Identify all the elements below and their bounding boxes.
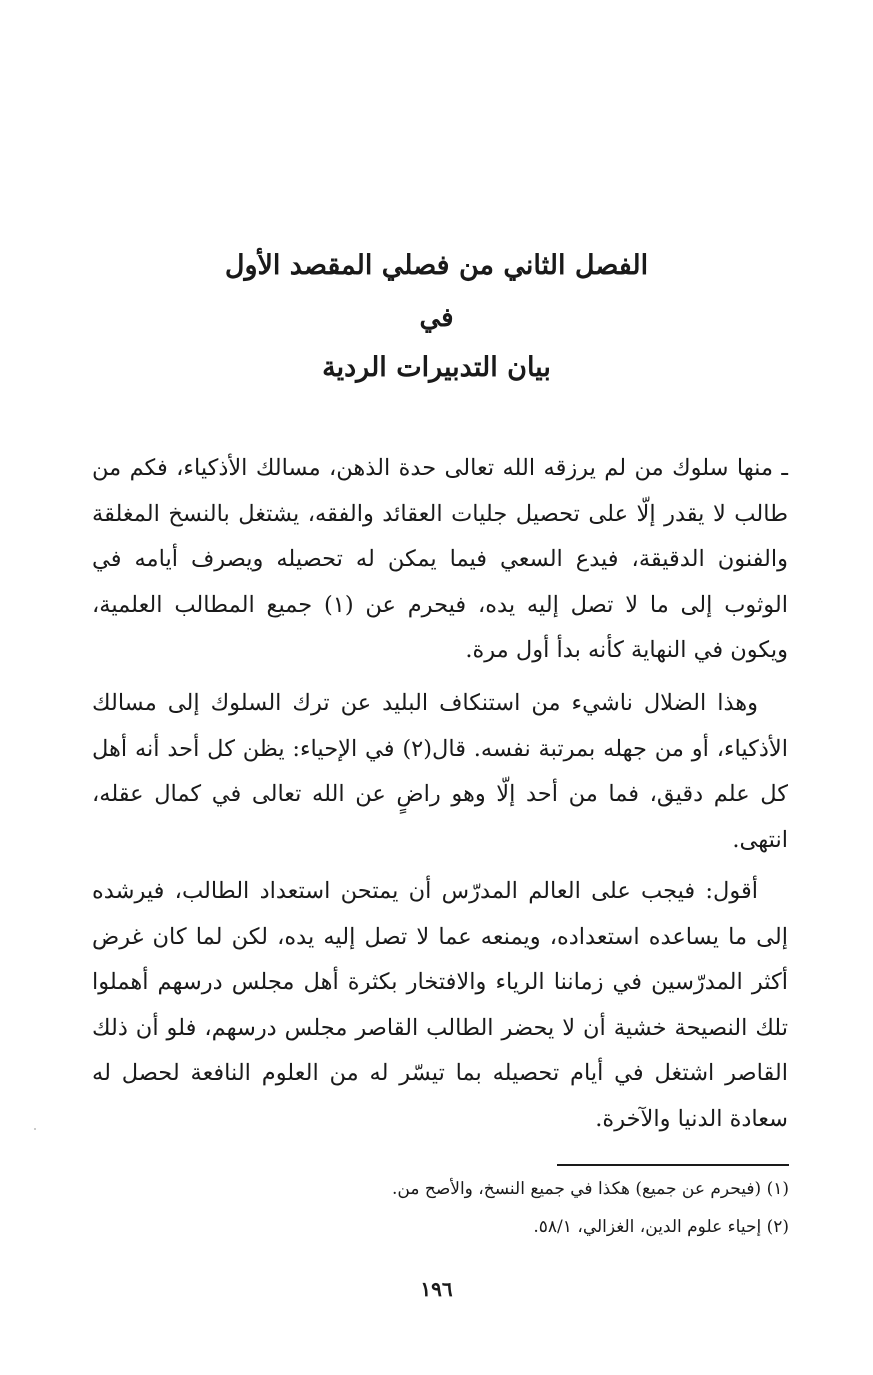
footnote: (٢) إحياء علوم الدين، الغزالي، ٥٨/١. [533, 1217, 789, 1237]
body-paragraph [92, 446, 788, 674]
footnote: (١) (فيحرم عن جميع) هكذا في جميع النسخ، والأصح من. [391, 1179, 789, 1199]
paragraph-text: أقول: فيجب على العالم المدرّس أن يمتحن استعداد الطالب، فيرشده إلى ما يساعده استعداده، ويمنعه عما لا تصل إليه يده، لكن لما كان غرض أكثر المدرّسين في زماننا الرياء والافتخار بكثرة أهل مجلس درسهم أهملوا تلك النصيحة خشية أن لا يحضر الطالب القاصر مجلس درسهم، فلو أن ذلك القاصر اشتغل في أيام تحصيله بما تيسّر له من العلوم النافعة لحصل له سعادة الدنيا والآخرة. [92, 878, 788, 1132]
paragraph-text: وهذا الضلال ناشيء من استنكاف البليد عن ترك السلوك إلى مسالك الأذكياء، أو من جهله بمرتبة نفسه. قال(٢) في الإحياء: يظن كل أحد أنه أهل كل علم دقيق، فما من أحد إلّا وهو راضٍ عن الله تعالى في كمال عقله، انتهى. [92, 690, 788, 853]
chapter-subtitle: بيان التدبيرات الردية [322, 352, 551, 383]
scan-speck [34, 1128, 36, 1130]
body-paragraph [92, 681, 788, 863]
chapter-title: الفصل الثاني من فصلي المقصد الأول [224, 250, 649, 281]
footnote-divider [557, 1164, 789, 1166]
body-paragraph [92, 869, 788, 1142]
paragraph-text: ـ منها سلوك من لم يرزقه الله تعالى حدة الذهن، مسالك الأذكياء، فكم من طالب لا يقدر إلّا على تحصيل جليات العقائد والفقه، يشتغل بالنسخ المغلقة والفنون الدقيقة، فيدع السعي فيما يمكن له تحصيله ويصرف أيامه في الوثوب إلى ما لا تصل إليه يده، فيحرم عن (١) جميع المطالب العلمية، ويكون في النهاية كأنه بدأ أول مرة. [92, 455, 788, 663]
chapter-title-connector: في [419, 303, 454, 333]
page-number: ١٩٦ [420, 1277, 453, 1301]
